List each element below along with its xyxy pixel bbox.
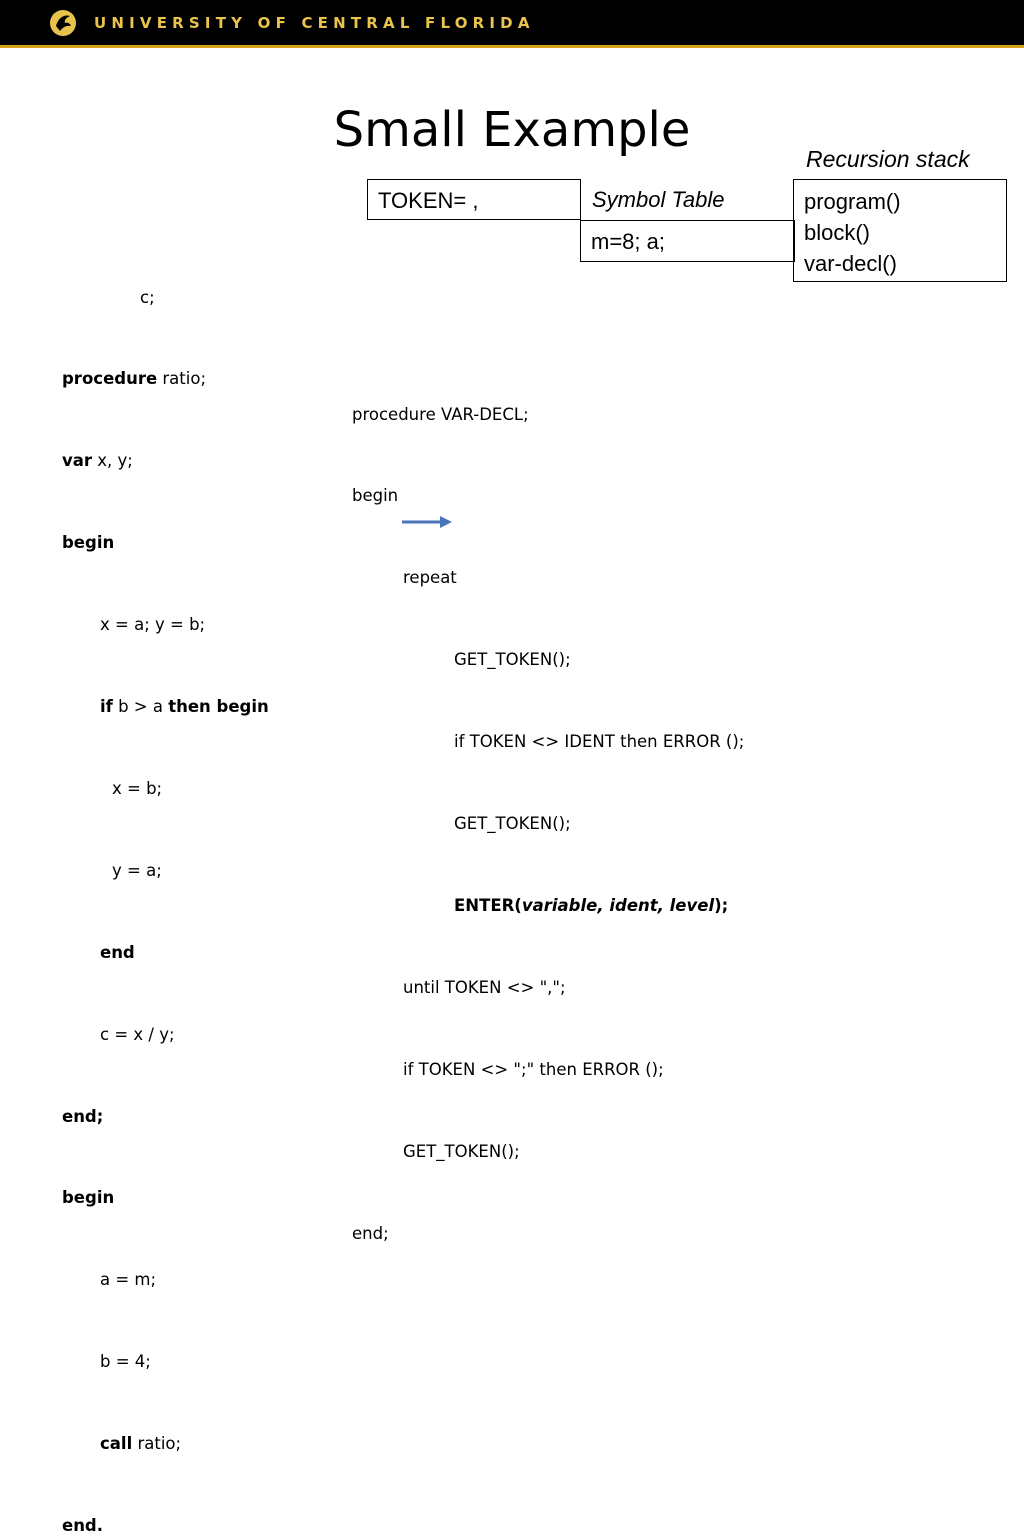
code-line: if TOKEN <> IDENT then ERROR (); [454,732,745,752]
stack-frame: block() [804,220,871,245]
slide-title: Small Example [333,102,691,158]
token-box: TOKEN= , [367,179,581,220]
university-name: UNIVERSITY OF CENTRAL FLORIDA [94,14,535,32]
code-line: GET_TOKEN(); [454,814,571,834]
code-line-current: ENTER(variable, ident, level); [454,895,729,915]
code-line: procedure VAR-DECL; [352,404,529,424]
code-line: repeat [403,568,457,588]
symbol-table-contents: m=8; a; [580,220,795,262]
code-line: call ratio; [100,1434,182,1454]
code-line: c; [140,287,155,307]
code-line: if TOKEN <> ";" then ERROR (); [403,1059,664,1079]
code-line: b = 4; [100,1352,151,1372]
pegasus-logo-icon [48,8,78,38]
recursion-stack-label: Recursion stack [806,146,970,172]
code-line: a = m; [100,1270,157,1290]
symbol-table-heading: Symbol Table [592,187,725,212]
header-accent-bar [0,45,1024,48]
code-line: GET_TOKEN(); [454,650,571,670]
code-line: begin [62,1188,115,1208]
university-header [0,0,1024,48]
var-decl-procedure-code [352,346,744,1274]
code-line: x = b; [112,778,163,798]
code-line: begin [352,486,399,506]
code-line: end. [62,1515,104,1535]
recursion-stack-box [793,179,1007,282]
main-program-code [62,229,269,1536]
right-arrow-icon [400,514,454,530]
code-line: c = x / y; [100,1024,175,1044]
code-line: begin [62,533,115,553]
code-line: end; [352,1223,389,1243]
code-line: y = a; [112,860,162,880]
code-line: if b > a then begin [100,697,269,717]
code-line: procedure ratio; [62,369,207,389]
code-line: end; [62,1106,104,1126]
code-line: end [100,942,135,962]
stack-frame: var-decl() [804,251,897,276]
stack-frame: program() [804,189,901,214]
code-line: var x, y; [62,451,133,471]
code-line: until TOKEN <> ","; [403,977,566,997]
code-line: x = a; y = b; [100,615,206,635]
code-line: GET_TOKEN(); [403,1141,520,1161]
